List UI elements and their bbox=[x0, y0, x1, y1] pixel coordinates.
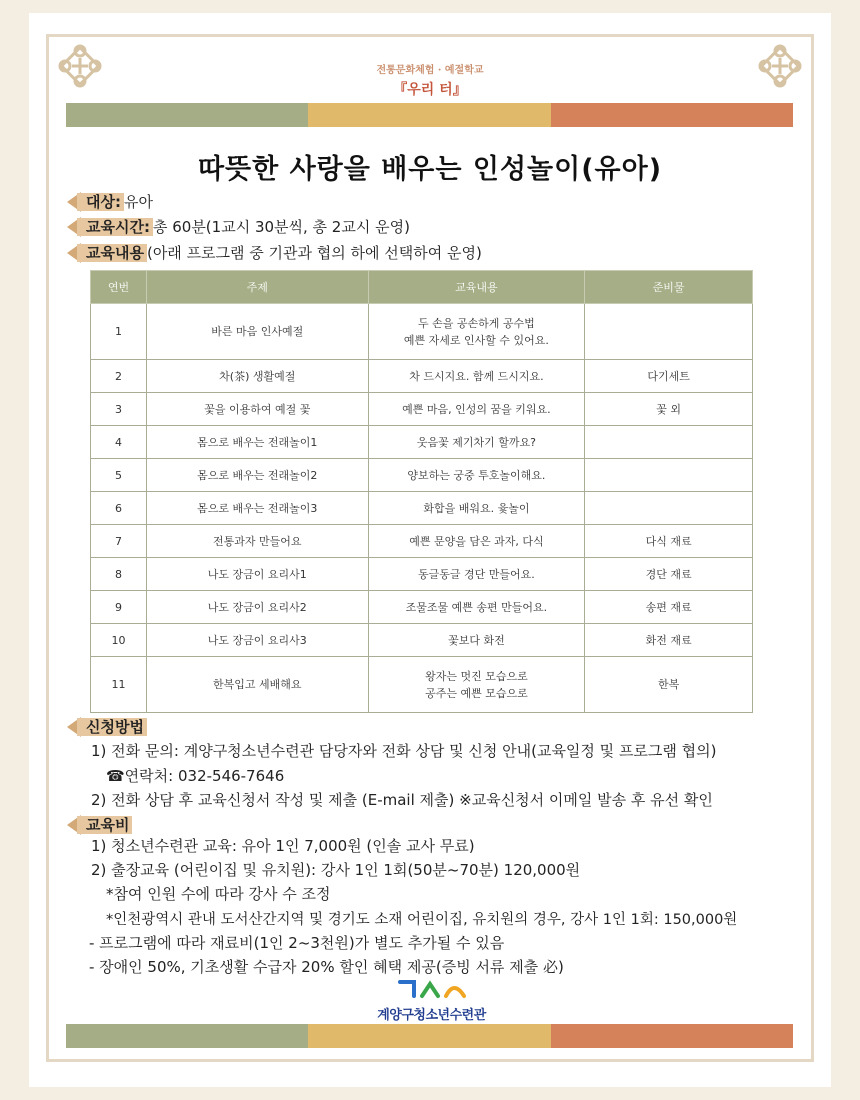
cell-content-line: 동글동글 경단 만들어요. bbox=[418, 567, 535, 581]
cell-topic: 바른 마음 인사예절 bbox=[146, 304, 368, 360]
cell-content bbox=[368, 591, 585, 624]
fee-tag: 교육비 bbox=[73, 813, 132, 836]
cell-material: 다식 재료 bbox=[585, 525, 753, 558]
table-header-row bbox=[91, 271, 753, 304]
fee-line-2: 2) 출장교육 (어린이집 및 유치원): 강사 1인 1회(50분~70분) 120,000원 bbox=[91, 861, 581, 879]
cell-content bbox=[368, 393, 585, 426]
cell-content-line: 예쁜 마음, 인성의 꿈을 키워요. bbox=[402, 402, 551, 416]
cell-content-line: 공주는 예쁜 모습으로 bbox=[425, 686, 528, 700]
table-row bbox=[91, 492, 753, 525]
cell-content-line: 화합을 배워요. 윷놀이 bbox=[423, 501, 530, 515]
cell-topic: 나도 장금이 요리사1 bbox=[146, 558, 368, 591]
cell-content bbox=[368, 558, 585, 591]
header-subtitle: 전통문화체험 · 예절학교 bbox=[376, 65, 484, 76]
cell-content-line: 조물조물 예쁜 송편 만들어요. bbox=[405, 600, 548, 614]
cell-no: 2 bbox=[91, 360, 147, 393]
cell-content-line: 예쁜 문양을 담은 과자, 다식 bbox=[409, 534, 544, 548]
table-row bbox=[91, 304, 753, 360]
cell-no: 9 bbox=[91, 591, 147, 624]
cell-material: 송편 재료 bbox=[585, 591, 753, 624]
content-tag: 교육내용 bbox=[73, 241, 147, 264]
cell-no: 6 bbox=[91, 492, 147, 525]
fee-extra-1: - 프로그램에 따라 재료비(1인 2~3천원)가 별도 추가될 수 있음 bbox=[89, 934, 505, 952]
apply-line-2: 2) 전화 상담 후 교육신청서 작성 및 제출 (E-mail 제출) ※교육신청서 이메일 발송 후 유선 확인 bbox=[91, 791, 713, 809]
col-header-material: 준비물 bbox=[585, 271, 753, 304]
cell-material: 한복 bbox=[585, 657, 753, 713]
cell-content bbox=[368, 525, 585, 558]
color-stripe-bottom bbox=[66, 1024, 793, 1048]
cell-topic: 나도 장금이 요리사2 bbox=[146, 591, 368, 624]
apply-line bbox=[73, 715, 147, 738]
cell-content-line: 두 손을 공손하게 공수법 bbox=[418, 316, 535, 330]
fee-note-1: *참여 인원 수에 따라 강사 수 조정 bbox=[106, 885, 331, 903]
cell-content-line: 예쁜 자세로 인사할 수 있어요. bbox=[403, 333, 549, 347]
cell-topic: 전통과자 만들어요 bbox=[146, 525, 368, 558]
cell-material bbox=[585, 459, 753, 492]
content-line bbox=[73, 241, 482, 264]
cell-content bbox=[368, 492, 585, 525]
time-tag: 교육시간: bbox=[73, 215, 153, 238]
col-header-topic: 주제 bbox=[146, 271, 368, 304]
cell-material: 다기세트 bbox=[585, 360, 753, 393]
content-value: (아래 프로그램 중 기관과 협의 하에 선택하여 운영) bbox=[146, 244, 482, 262]
cell-content-line: 웃음꽃 제기차기 할까요? bbox=[416, 435, 536, 449]
cell-topic: 몸으로 배우는 전래놀이3 bbox=[146, 492, 368, 525]
cell-content bbox=[368, 657, 585, 713]
logo-mark-icon bbox=[392, 978, 472, 1000]
cell-content bbox=[368, 459, 585, 492]
cell-content bbox=[368, 624, 585, 657]
cell-material: 경단 재료 bbox=[585, 558, 753, 591]
header-title: 『우리 터』 bbox=[393, 82, 467, 98]
fee-note-2: *인천광역시 관내 도서산간지역 및 경기도 소재 어린이집, 유치원의 경우, 강사 1인 1회: 150,000원 bbox=[106, 912, 738, 928]
cell-topic: 몸으로 배우는 전래놀이2 bbox=[146, 459, 368, 492]
table-row bbox=[91, 459, 753, 492]
cell-topic: 차(茶) 생활예절 bbox=[146, 360, 368, 393]
cell-material: 화전 재료 bbox=[585, 624, 753, 657]
cell-content-line: 양보하는 궁중 투호놀이해요. bbox=[407, 468, 546, 482]
program-table bbox=[90, 270, 753, 713]
col-header-content: 교육내용 bbox=[368, 271, 585, 304]
cell-content-line: 왕자는 멋진 모습으로 bbox=[425, 669, 528, 683]
cell-material bbox=[585, 492, 753, 525]
apply-line-1: 1) 전화 문의: 계양구청소년수련관 담당자와 전화 상담 및 신청 안내(교육일정 및 프로그램 협의) bbox=[91, 742, 717, 760]
table-row bbox=[91, 360, 753, 393]
col-header-no: 연번 bbox=[91, 271, 147, 304]
poster-sheet bbox=[29, 13, 831, 1087]
fee-line-1: 1) 청소년수련관 교육: 유아 1인 7,000원 (인솔 교사 무료) bbox=[91, 837, 475, 855]
page-title: 따뜻한 사랑을 배우는 인성놀이(유아) bbox=[197, 154, 663, 185]
cell-topic: 몸으로 배우는 전래놀이1 bbox=[146, 426, 368, 459]
cell-topic: 꽃을 이용하여 예절 꽃 bbox=[146, 393, 368, 426]
cell-no: 3 bbox=[91, 393, 147, 426]
target-line bbox=[73, 190, 153, 213]
apply-tag: 신청방법 bbox=[73, 715, 147, 738]
cell-no: 5 bbox=[91, 459, 147, 492]
cell-no: 7 bbox=[91, 525, 147, 558]
cell-no: 4 bbox=[91, 426, 147, 459]
cell-topic: 나도 장금이 요리사3 bbox=[146, 624, 368, 657]
cell-material bbox=[585, 304, 753, 360]
cell-content-line: 차 드시지요. 함께 드시지요. bbox=[409, 369, 544, 383]
cell-no: 1 bbox=[91, 304, 147, 360]
table-row bbox=[91, 657, 753, 713]
cell-content bbox=[368, 360, 585, 393]
table-row bbox=[91, 393, 753, 426]
table-row bbox=[91, 525, 753, 558]
cell-content bbox=[368, 426, 585, 459]
color-stripe-top bbox=[66, 103, 793, 127]
fee-line bbox=[73, 813, 132, 836]
organization-logo bbox=[359, 978, 504, 1023]
cell-content-line: 꽃보다 화전 bbox=[448, 633, 505, 647]
target-tag: 대상: bbox=[73, 190, 124, 213]
cell-content bbox=[368, 304, 585, 360]
cell-topic: 한복입고 세배해요 bbox=[146, 657, 368, 713]
target-value: 유아 bbox=[123, 193, 153, 211]
logo-name: 계양구청소년수련관 bbox=[377, 1008, 486, 1023]
cell-no: 10 bbox=[91, 624, 147, 657]
cell-material bbox=[585, 426, 753, 459]
table-row bbox=[91, 558, 753, 591]
contact-phone: ☎연락처: 032-546-7646 bbox=[106, 767, 285, 785]
table-row bbox=[91, 426, 753, 459]
fee-extra-2: - 장애인 50%, 기초생활 수급자 20% 할인 혜택 제공(증빙 서류 제출 必) bbox=[89, 958, 564, 976]
time-value: 총 60분(1교시 30분씩, 총 2교시 운영) bbox=[152, 218, 410, 236]
table-row bbox=[91, 591, 753, 624]
cell-no: 8 bbox=[91, 558, 147, 591]
time-line bbox=[73, 215, 410, 238]
table-row bbox=[91, 624, 753, 657]
cell-no: 11 bbox=[91, 657, 147, 713]
cell-material: 꽃 외 bbox=[585, 393, 753, 426]
